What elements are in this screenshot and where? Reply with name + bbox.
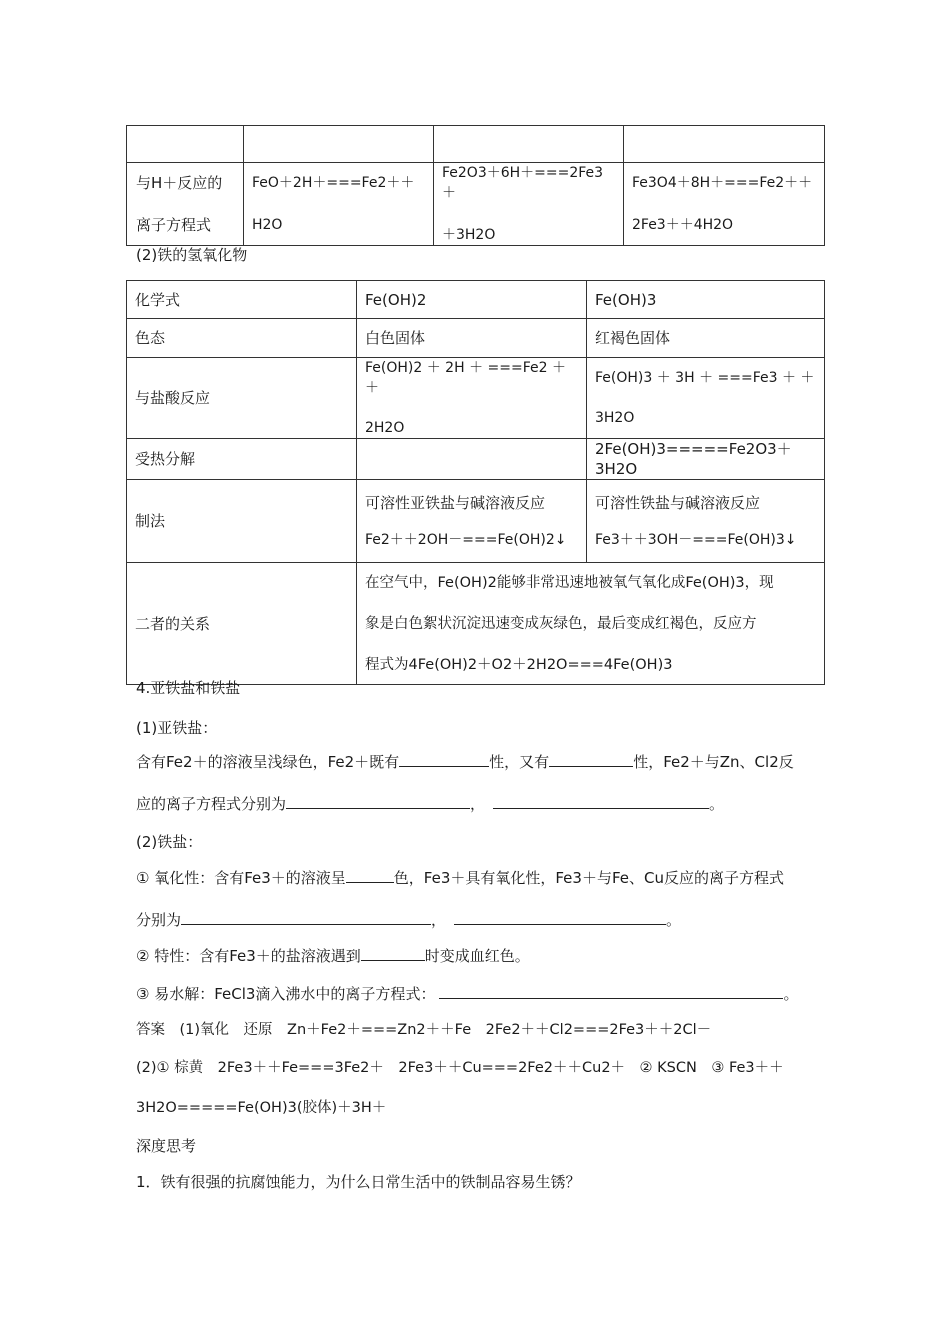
formula-line: ＋3H2O	[442, 227, 496, 243]
answer-blank[interactable]	[493, 794, 709, 809]
subsection-title: (1)亚铁盐：	[136, 719, 218, 737]
text: 性，又有	[489, 753, 550, 771]
text: ① 氧化性：含有Fe3＋的溶液呈	[136, 869, 346, 887]
row-label: 受热分解	[127, 439, 357, 480]
table-cell	[244, 126, 434, 163]
answer-blank[interactable]	[346, 868, 394, 883]
formula-line: Fe3＋＋3OH－===Fe(OH)3↓	[595, 531, 797, 548]
section-title: (2)铁的氢氧化物	[136, 246, 248, 264]
row-label: 制法	[127, 480, 357, 563]
subsection-title: (2)铁盐：	[136, 833, 203, 851]
relationship-cell	[357, 563, 825, 685]
answer-blank[interactable]	[361, 946, 425, 961]
table-cell	[434, 126, 624, 163]
formula-line: Fe2＋＋2OH－===Fe(OH)2↓	[365, 531, 567, 548]
formula-line: Fe3O4＋8H＋===Fe2＋＋	[632, 175, 813, 191]
formula-line: H2O	[252, 217, 283, 233]
table-cell: Fe(OH)2	[357, 281, 587, 319]
label-line: 与H＋反应的	[136, 174, 223, 192]
text-line: 程式为4Fe(OH)2＋O2＋2H2O===4Fe(OH)3	[365, 656, 673, 673]
table-cell: 2Fe(OH)3=====Fe2O3＋3H2O	[587, 439, 825, 480]
text: 色，Fe3＋具有氧化性，Fe3＋与Fe、Cu反应的离子方程式	[393, 869, 784, 887]
table-cell: Fe(OH)3	[587, 281, 825, 319]
answer-blank[interactable]	[454, 910, 666, 925]
section-title: 4.亚铁盐和铁盐	[136, 679, 241, 697]
characteristic-item	[136, 946, 530, 966]
oxidizing-item	[136, 868, 784, 888]
text: ③ 易水解：FeCl3滴入沸水中的离子方程式：	[136, 985, 436, 1003]
answer-line: 答案 (1)氧化 还原 Zn＋Fe2＋===Zn2＋＋Fe 2Fe2＋＋Cl2===2Fe3＋＋2Cl－	[136, 1022, 712, 1038]
table-cell: 红褐色固体	[587, 319, 825, 358]
hydrolysis-item	[136, 984, 798, 1004]
row-label: 化学式	[127, 281, 357, 319]
question-1: 1．铁有很强的抗腐蚀能力，为什么日常生活中的铁制品容易生锈？	[136, 1173, 581, 1191]
text: 含有Fe2＋的溶液呈浅绿色，Fe2＋既有	[136, 753, 400, 771]
text: 。	[783, 985, 799, 1003]
row-label	[127, 163, 244, 246]
table-row	[127, 126, 825, 163]
row-label: 与盐酸反应	[127, 358, 357, 439]
answer-blank[interactable]	[549, 752, 633, 767]
ferrous-salt-paragraph-cont	[136, 794, 724, 814]
table-row	[127, 480, 825, 563]
table-cell	[624, 126, 825, 163]
formula-line: Fe2O3＋6H＋===2Fe3＋	[442, 165, 604, 201]
answer-blank[interactable]	[399, 752, 489, 767]
table-cell	[357, 358, 587, 439]
answer-blank[interactable]	[181, 910, 431, 925]
text: 分别为	[136, 911, 182, 929]
fe3o4-cell	[624, 163, 825, 246]
table-cell	[587, 358, 825, 439]
formula-line: 3H2O	[595, 410, 635, 426]
table-cell: 白色固体	[357, 319, 587, 358]
table-cell	[587, 480, 825, 563]
table-row	[127, 319, 825, 358]
formula-line: Fe(OH)2 ＋ 2H ＋ ===Fe2 ＋ ＋	[365, 360, 566, 396]
formula-line: Fe(OH)3 ＋ 3H ＋ ===Fe3 ＋ ＋	[595, 370, 815, 386]
answer-blank[interactable]	[439, 984, 783, 999]
text: 应的离子方程式分别为	[136, 795, 287, 813]
table-row	[127, 563, 825, 685]
label-line: 离子方程式	[136, 216, 212, 234]
text: 性，Fe2＋与Zn、Cl2反	[633, 753, 794, 771]
answer-line: (2)① 棕黄 2Fe3＋＋Fe===3Fe2＋ 2Fe3＋＋Cu===2Fe2＋＋Cu2＋ ② KSCN ③ Fe3＋＋	[136, 1060, 784, 1076]
text: 时变成血红色。	[424, 947, 530, 965]
formula-line: 2H2O	[365, 420, 405, 436]
text-line: 象是白色絮状沉淀迅速变成灰绿色，最后变成红褐色，反应方	[365, 615, 757, 632]
table-row	[127, 163, 825, 246]
iron-oxides-table	[126, 125, 825, 246]
deep-thinking-title: 深度思考	[136, 1137, 197, 1155]
table-row	[127, 281, 825, 319]
ferrous-salt-paragraph	[136, 752, 794, 772]
formula-line: 2Fe3＋＋4H2O	[632, 217, 734, 233]
text: 。	[709, 795, 725, 813]
text-line: 可溶性亚铁盐与碱溶液反应	[365, 493, 546, 512]
fe2o3-cell	[434, 163, 624, 246]
table-row	[127, 358, 825, 439]
oxidizing-item-cont	[136, 910, 681, 930]
answer-line: 3H2O=====Fe(OH)3(胶体)＋3H＋	[136, 1100, 387, 1116]
text: ② 特性：含有Fe3＋的盐溶液遇到	[136, 947, 361, 965]
text: ，	[470, 795, 486, 813]
row-label: 色态	[127, 319, 357, 358]
row-label: 二者的关系	[127, 563, 357, 685]
table-cell	[127, 126, 244, 163]
table-cell	[357, 480, 587, 563]
iron-hydroxides-table	[126, 280, 825, 685]
table-row	[127, 439, 825, 480]
feo-cell	[244, 163, 434, 246]
answer-blank[interactable]	[286, 794, 470, 809]
text-line: 在空气中，Fe(OH)2能够非常迅速地被氧气氧化成Fe(OH)3，现	[365, 574, 774, 591]
text: 。	[666, 911, 682, 929]
formula-line: FeO＋2H＋===Fe2＋＋	[252, 175, 415, 191]
table-cell	[357, 439, 587, 480]
text: ，	[431, 911, 447, 929]
text-line: 可溶性铁盐与碱溶液反应	[595, 493, 761, 512]
